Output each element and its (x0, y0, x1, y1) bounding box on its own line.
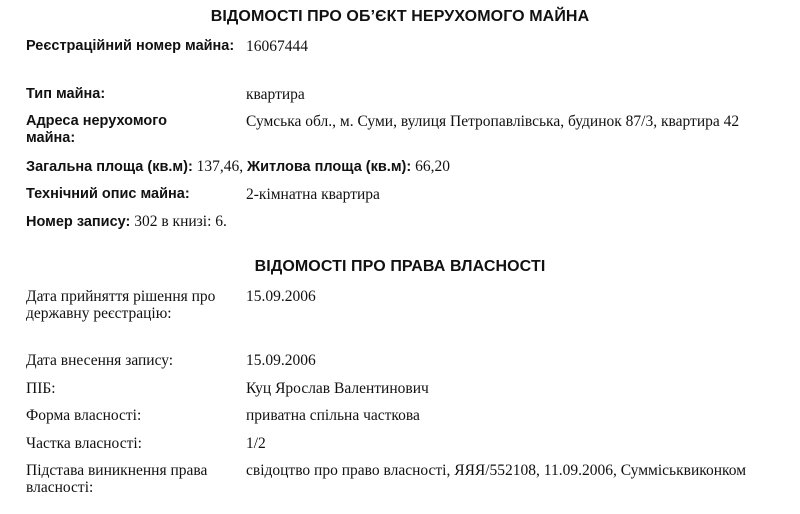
property-type-value: квартира (246, 86, 305, 103)
ownership-form-value: приватна спільна часткова (246, 407, 420, 424)
full-name-label: ПІБ: (26, 380, 56, 397)
ownership-form-label: Форма власності: (26, 407, 142, 424)
living-area-label: Житлова площа (кв.м): (247, 159, 412, 175)
reg-number-row (26, 38, 786, 72)
area-line (26, 158, 450, 176)
address-row (26, 113, 786, 147)
decision-date-label: Дата прийняття рішення про державну реєстрацію: (26, 288, 216, 322)
total-area-label: Загальна площа (кв.м): (26, 159, 193, 175)
basis-value: свідоцтво про право власності, ЯЯЯ/552108, 11.09.2006, Сумміськвиконком (246, 462, 747, 479)
living-area-value: 66,20 (415, 158, 450, 175)
reg-number-value: 16067444 (246, 38, 308, 55)
decision-date-value: 15.09.2006 (246, 288, 316, 305)
object-section-title: ВІДОМОСТІ ПРО ОБ’ЄКТ НЕРУХОМОГО МАЙНА (210, 8, 590, 25)
share-value: 1/2 (246, 435, 266, 452)
entry-date-value: 15.09.2006 (246, 352, 316, 369)
total-area-value: 137,46, (196, 158, 244, 175)
address-value: Сумська обл., м. Суми, вулиця Петропавлівська, будинок 87/3, квартира 42 (246, 113, 740, 130)
reg-number-label: Реєстраційний номер майна: (26, 38, 235, 54)
record-line (26, 213, 227, 231)
basis-row (26, 462, 786, 498)
entry-date-label: Дата внесення запису: (26, 352, 174, 369)
basis-label: Підстава виникнення права власності: (26, 462, 208, 496)
share-label: Частка власності: (26, 435, 142, 452)
record-value: 302 в книзі: 6. (134, 213, 227, 230)
decision-date-row (26, 288, 786, 340)
tech-description-label: Технічний опис майна: (26, 186, 190, 202)
tech-description-value: 2-кімнатна квартира (246, 186, 380, 203)
record-label: Номер запису: (26, 214, 131, 230)
rights-section-title: ВІДОМОСТІ ПРО ПРАВА ВЛАСНОСТІ (254, 258, 546, 275)
property-type-label: Тип майна: (26, 86, 106, 102)
address-label: Адреса нерухомого майна: (26, 113, 167, 146)
full-name-value: Куц Ярослав Валентинович (246, 380, 429, 397)
